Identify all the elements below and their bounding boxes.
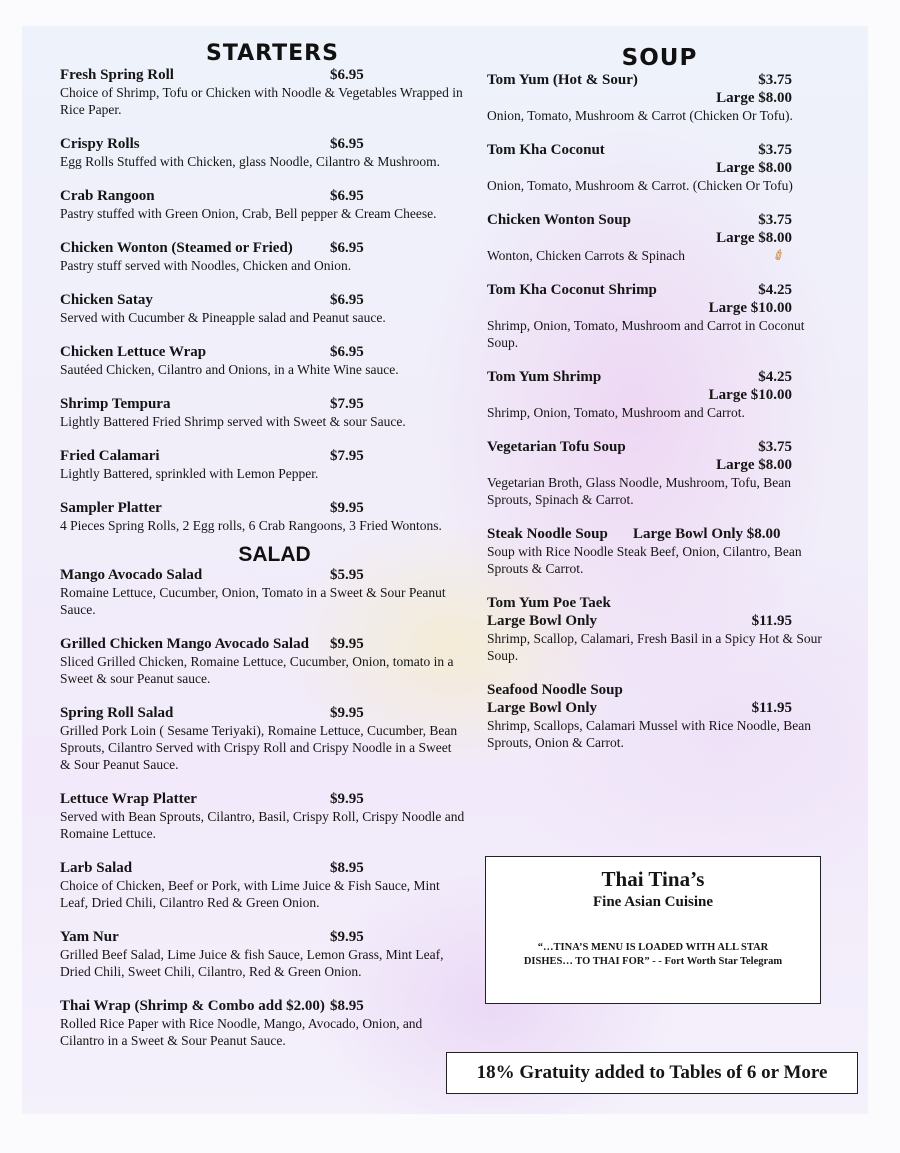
item-price: $9.95 [330,636,364,653]
item-description: Grilled Pork Loin ( Sesame Teriyaki), Romaine Lettuce, Cucumber, Bean Sprouts, Cilantro Served with Crispy Roll and Crispy Noodle in a Sweet & Sour Peanut Sauce. [60,723,458,773]
menu-item [60,447,465,482]
menu-item [60,395,465,430]
soup-description: Onion, Tomato, Mushroom & Carrot (Chicken Or Tofu). [487,108,793,124]
soup-description: Shrimp, Scallops, Calamari Mussel with Rice Noodle, Bean Sprouts, Onion & Carrot. [487,718,811,751]
item-name: Sampler Platter [60,500,162,517]
item-description: Romaine Lettuce, Cucumber, Onion, Tomato in a Sweet & Sour Peanut Sauce. [60,585,446,618]
soup-description: Onion, Tomato, Mushroom & Carrot. (Chicken Or Tofu) [487,178,793,194]
soup-description: Shrimp, Scallop, Calamari, Fresh Basil in a Spicy Hot & Sour Soup. [487,631,822,664]
restaurant-name: Thai Tina’s [601,867,705,891]
item-description: Lightly Battered, sprinkled with Lemon Pepper. [60,466,319,482]
soup-price: Large Bowl Only $8.00 [633,526,781,543]
right-column [487,44,832,768]
item-description: Pastry stuffed with Green Onion, Crab, Bell pepper & Cream Cheese. [60,206,437,222]
item-price: $8.95 [330,860,364,877]
soup-large-price: Large $8.00 [716,90,792,107]
menu-item [60,343,465,378]
starters-heading: STARTERS [206,41,339,66]
item-name: Mango Avocado Salad [60,567,203,584]
item-price: $9.95 [330,500,364,517]
menu-item [60,566,465,618]
soup-description: Shrimp, Onion, Tomato, Mushroom and Carrot. [487,405,745,421]
item-description: Served with Bean Sprouts, Cilantro, Basil, Crispy Roll, Crispy Noodle and Romaine Lettuce. [60,809,465,842]
soup-price: $3.75 [758,72,792,89]
item-description: Choice of Chicken, Beef or Pork, with Lime Juice & Fish Sauce, Mint Leaf, Dried Chili, Cilantro Red & Green Onion. [60,878,440,911]
left-column [60,42,465,1066]
menu-item [60,635,465,687]
soup-large-price: Large $8.00 [716,457,792,474]
item-description: Rolled Rice Paper with Rice Noodle, Mango, Avocado, Onion, and Cilantro in a Sweet & Sour Peanut Sauce. [60,1016,423,1049]
soup-name: Chicken Wonton Soup [487,212,631,229]
restaurant-tagline: Fine Asian Cuisine [592,894,714,910]
soup-price: $11.95 [751,700,792,717]
press-quote-line-2: DISHES… TO THAI FOR” - - Fort Worth Star Telegram [523,956,783,967]
menu-item [60,66,465,118]
soup-item-steak-noodle [487,525,832,577]
item-name: Lettuce Wrap Platter [60,791,197,808]
soup-large-price: Large $8.00 [716,160,792,177]
menu-item [60,704,465,773]
soup-item [487,71,832,124]
soup-size: Large Bowl Only [487,700,598,717]
starters-list [60,66,465,534]
bowl-soup-list [487,594,832,751]
soup-size: Large Bowl Only [487,613,598,630]
item-description: Sliced Grilled Chicken, Romaine Lettuce, Cucumber, Onion, tomato in a Sweet & sour Peanut sauce. [60,654,454,687]
press-quote-line-1: “…TINA’S MENU IS LOADED WITH ALL STAR [537,942,769,953]
item-name: Crab Rangoon [60,188,155,205]
item-name: Larb Salad [60,860,133,877]
soup-item [487,594,832,664]
menu-item [60,135,465,170]
soup-name: Steak Noodle Soup [487,526,608,543]
item-price: $6.95 [330,136,364,153]
item-price: $9.95 [330,791,364,808]
soup-description: Soup with Rice Noodle Steak Beef, Onion, Cilantro, Bean Sprouts & Carrot. [487,544,802,577]
item-price: $6.95 [330,292,364,309]
item-name: Crispy Rolls [60,136,140,153]
item-name: Spring Roll Salad [60,705,174,722]
menu-item [60,499,465,534]
item-description: Pastry stuff served with Noodles, Chicken and Onion. [60,258,352,274]
soup-name: Tom Yum Shrimp [487,369,602,386]
menu-item [60,928,465,980]
soup-name: Tom Yum Poe Taek [487,595,611,612]
soup-description: Wonton, Chicken Carrots & Spinach [487,248,686,264]
soup-name: Vegetarian Tofu Soup [487,439,626,456]
item-price: $5.95 [330,567,364,584]
soup-price: $3.75 [758,439,792,456]
soup-large-price: Large $8.00 [716,230,792,247]
item-description: Sautéed Chicken, Cilantro and Onions, in a White Wine sauce. [60,362,399,378]
menu-item [60,859,465,911]
soup-item [487,281,832,351]
menu-item [60,790,465,842]
item-price: $6.95 [330,67,364,84]
item-price: $9.95 [330,929,364,946]
item-price: $6.95 [330,188,364,205]
item-price: $8.95 [330,998,364,1015]
soup-price: $4.25 [758,282,792,299]
menu-item [60,997,465,1049]
soup-large-price: Large $10.00 [708,300,792,317]
item-name: Grilled Chicken Mango Avocado Salad [60,636,309,653]
soup-price: $3.75 [758,142,792,159]
soup-name: Tom Kha Coconut Shrimp [487,282,657,299]
ink-mark-icon: ✐ [771,247,789,266]
item-description: Choice of Shrimp, Tofu or Chicken with Noodle & Vegetables Wrapped in Rice Paper. [60,85,463,118]
soup-heading: SOUP [621,45,698,71]
item-name: Shrimp Tempura [60,396,171,413]
item-name: Fresh Spring Roll [60,67,174,84]
item-description: Grilled Beef Salad, Lime Juice & fish Sauce, Lemon Grass, Mint Leaf, Dried Chili, Sweet Chili, Cilantro, Red & Green Onion. [60,947,444,980]
press-quote [486,941,820,969]
item-price: $7.95 [330,396,364,413]
item-name: Chicken Wonton (Steamed or Fried) [60,240,293,257]
soup-item [487,438,832,508]
item-name: Chicken Lettuce Wrap [60,344,207,361]
item-name: Fried Calamari [60,448,160,465]
item-name: Thai Wrap (Shrimp & Combo add $2.00) [60,998,325,1015]
menu-page [22,26,868,1114]
menu-item [60,239,465,274]
menu-item [60,291,465,326]
soup-price: $4.25 [758,369,792,386]
item-name: Chicken Satay [60,292,153,309]
salad-heading: SALAD [238,543,311,567]
item-price: $6.95 [330,240,364,257]
soup-price: $11.95 [751,613,792,630]
item-description: Served with Cucumber & Pineapple salad and Peanut sauce. [60,310,386,326]
soup-name: Seafood Noodle Soup [487,682,623,699]
item-description: 4 Pieces Spring Rolls, 2 Egg rolls, 6 Crab Rangoons, 3 Fried Wontons. [60,518,442,534]
soup-price: $3.75 [758,212,792,229]
item-price: $7.95 [330,448,364,465]
item-name: Yam Nur [60,929,119,946]
soup-name: Tom Kha Coconut [487,142,605,159]
soup-item [487,368,832,421]
item-price: $9.95 [330,705,364,722]
soup-description: Vegetarian Broth, Glass Noodle, Mushroom, Tofu, Bean Sprouts, Spinach & Carrot. [487,475,792,508]
item-description: Lightly Battered Fried Shrimp served with Sweet & sour Sauce. [60,414,406,430]
soup-list [487,71,832,508]
soup-name: Tom Yum (Hot & Sour) [487,72,638,89]
salad-list [60,566,465,1049]
item-price: $6.95 [330,344,364,361]
item-description: Egg Rolls Stuffed with Chicken, glass Noodle, Cilantro & Mushroom. [60,154,440,170]
soup-item [487,141,832,194]
menu-item [60,187,465,222]
gratuity-notice: 18% Gratuity added to Tables of 6 or More [446,1052,858,1094]
soup-description: Shrimp, Onion, Tomato, Mushroom and Carrot in Coconut Soup. [487,318,805,351]
restaurant-info-box [485,856,821,1004]
soup-item [487,681,832,751]
soup-large-price: Large $10.00 [708,387,792,404]
